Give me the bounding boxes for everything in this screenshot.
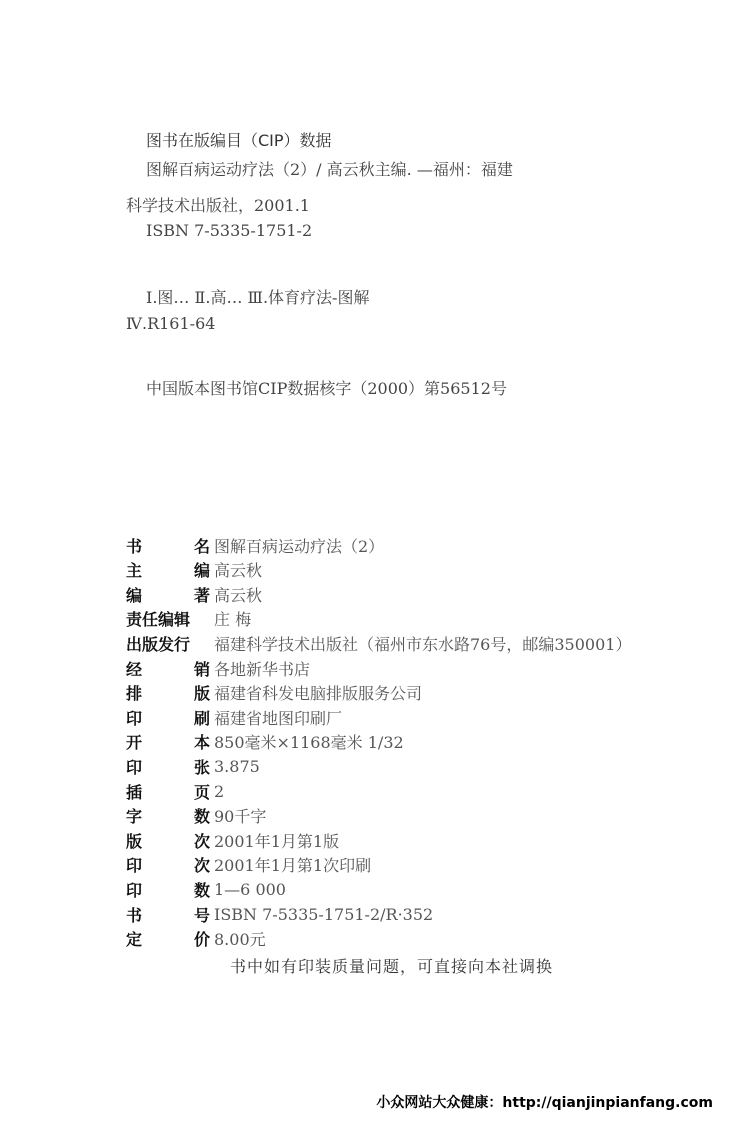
detail-row [126,828,339,852]
detail-value: 各地新华书店 [214,659,311,679]
detail-label [126,878,210,901]
cip-line: 图解百病运动疗法（2）/ 高云秋主编. —福州：福建 [146,160,513,179]
detail-label-part: 字 [126,807,143,827]
detail-label-part: 定 [126,930,143,950]
detail-label-part: 销 [193,659,210,679]
detail-value: 8.00元 [214,930,266,950]
detail-label-part: 开 [126,733,143,753]
detail-label-part: 数 [193,807,210,827]
detail-label [126,681,210,704]
detail-label [126,730,210,753]
detail-label-part: 编 [126,585,143,605]
cip-subject: Ⅰ.图… Ⅱ.高… Ⅲ.体育疗法-图解 [146,288,370,307]
detail-label [126,607,210,630]
detail-value: 2001年1月第1次印刷 [214,856,372,876]
detail-label-part: 页 [193,782,210,802]
detail-row [126,877,286,901]
detail-value: 福建科学技术出版社（福州市东水路76号，邮编350001） [214,634,632,654]
detail-label-part: 价 [193,930,210,950]
cip-isbn: ISBN 7-5335-1751-2 [146,221,313,240]
detail-value: 高云秋 [214,561,263,581]
detail-label [126,903,210,926]
detail-label [126,657,210,680]
detail-row [126,582,262,606]
detail-label-part: 出版发行 [126,634,191,654]
detail-label-part: 版 [126,831,143,851]
detail-label [126,853,210,876]
detail-label-part: 数 [193,880,210,900]
detail-value: 3.875 [214,756,260,776]
detail-value: 图解百病运动疗法（2） [214,536,385,556]
detail-label [126,632,210,655]
detail-label-part: 主 [126,561,143,581]
detail-value: 庄 梅 [214,610,252,630]
detail-label-part: 号 [193,905,210,925]
detail-label-part: 印 [126,757,143,777]
detail-label-part: 次 [193,856,210,876]
detail-value: 90千字 [214,807,267,827]
detail-row [126,804,266,828]
detail-label [126,927,210,950]
detail-label-part: 经 [126,659,143,679]
detail-label-part: 版 [193,684,210,704]
detail-label-part: 责任编辑 [126,610,191,630]
detail-row [126,533,384,557]
detail-value: ISBN 7-5335-1751-2/R·352 [214,904,434,924]
detail-value: 高云秋 [214,585,263,605]
detail-label-part: 次 [193,831,210,851]
detail-label [126,706,210,729]
detail-label [126,534,210,557]
detail-label [126,558,210,581]
detail-label-part: 著 [193,585,210,605]
detail-label [126,755,210,778]
detail-label-part: 书 [126,905,143,925]
detail-row [126,656,310,680]
detail-label-part: 插 [126,782,143,802]
cip-library-number: 中国版本图书馆CIP数据核字（2000）第56512号 [146,379,507,398]
detail-row [126,705,342,729]
detail-value: 2 [214,781,225,801]
quality-note: 书中如有印装质量问题，可直接向本社调换 [230,957,554,976]
detail-value: 福建省科发电脑排版服务公司 [214,684,423,704]
detail-row [126,631,631,655]
detail-label-part: 张 [193,757,210,777]
detail-value: 1—6 000 [214,879,286,899]
detail-row [126,730,404,754]
detail-label [126,804,210,827]
detail-value: 福建省地图印刷厂 [214,708,343,728]
detail-label-part: 印 [126,856,143,876]
detail-label [126,583,210,606]
detail-label [126,829,210,852]
detail-row [126,853,371,877]
detail-row [126,607,251,631]
detail-label-part: 刷 [193,708,210,728]
cip-heading: 图书在版编目（CIP）数据 [146,131,332,150]
detail-label-part: 排 [126,684,143,704]
detail-value: 850毫米×1168毫米 1/32 [214,733,404,753]
detail-value: 2001年1月第1版 [214,831,340,851]
detail-label-part: 名 [193,536,210,556]
detail-label [126,780,210,803]
cip-classification: Ⅳ.R161-64 [126,314,216,333]
cip-line: 科学技术出版社，2001.1 [126,196,310,215]
detail-label-part: 印 [126,708,143,728]
footer-watermark: 小众网站大众健康：http://qianjinpianfang.com [376,1095,713,1111]
detail-row [126,558,262,582]
detail-label-part: 本 [193,733,210,753]
detail-row [126,681,422,705]
detail-row [126,927,266,951]
detail-row [126,779,224,803]
detail-row [126,754,260,778]
detail-label-part: 编 [193,561,210,581]
detail-label-part: 印 [126,880,143,900]
detail-label-part: 书 [126,536,143,556]
detail-row [126,902,433,926]
